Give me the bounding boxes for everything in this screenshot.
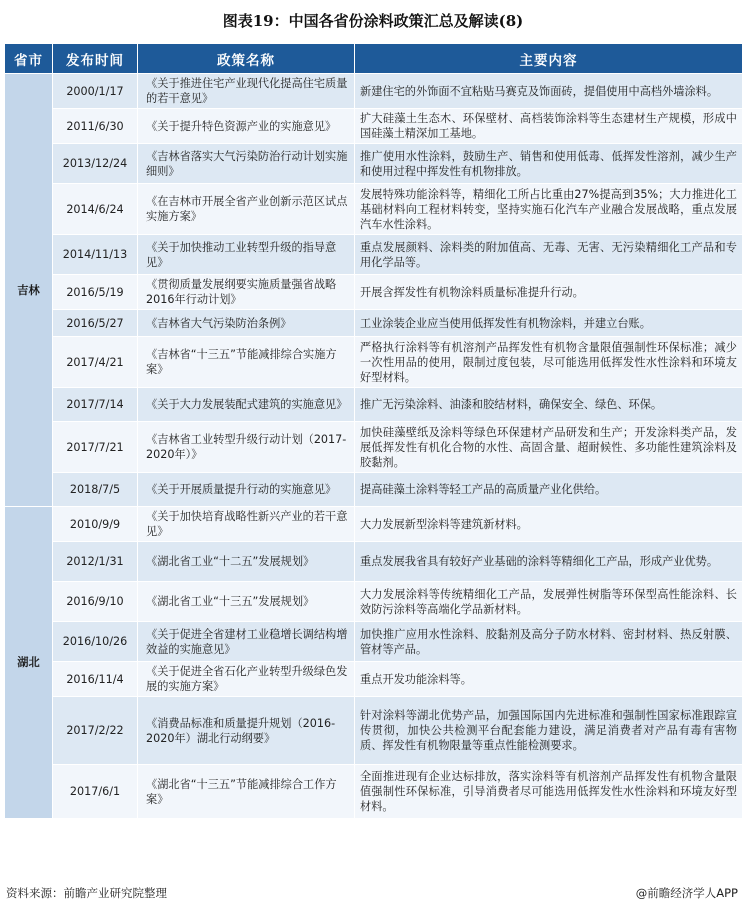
policy-name-cell: 《在吉林市开展全省产业创新示范区试点实施方案》 [138, 184, 355, 235]
date-cell: 2018/7/5 [53, 473, 138, 507]
table-row [5, 542, 743, 582]
date-cell: 2016/11/4 [53, 662, 138, 697]
table-row [5, 622, 743, 662]
date-cell: 2017/7/21 [53, 422, 138, 473]
date-cell: 2017/4/21 [53, 337, 138, 388]
content-cell: 推广无污染涂料、油漆和胶结材料，确保安全、绿色、环保。 [355, 388, 743, 422]
date-cell: 2017/6/1 [53, 765, 138, 819]
table-row [5, 184, 743, 235]
content-cell: 大力发展涂料等传统精细化工产品，发展弹性树脂等环保型高性能涂料、长效防污涂料等高端化学品新材料。 [355, 582, 743, 622]
date-cell: 2012/1/31 [53, 542, 138, 582]
policy-table [4, 43, 743, 819]
policy-name-cell: 《湖北省工业“十二五”发展规划》 [138, 542, 355, 582]
content-cell: 发展特殊功能涂料等，精细化工所占比重由27%提高到35%；大力推进化工基础材料向工程材料转变，坚持实施石化汽车产业融合发展战略，重点发展汽车水性涂料。 [355, 184, 743, 235]
table-header-row [5, 44, 743, 74]
policy-name-cell: 《贯彻质量发展纲要实施质量强省战略2016年行动计划》 [138, 275, 355, 310]
table-row [5, 310, 743, 337]
policy-name-cell: 《关于开展质量提升行动的实施意见》 [138, 473, 355, 507]
table-row [5, 275, 743, 310]
policy-name-cell: 《吉林省落实大气污染防治行动计划实施细则》 [138, 144, 355, 184]
policy-name-cell: 《湖北省“十三五”节能减排综合工作方案》 [138, 765, 355, 819]
date-cell: 2016/5/19 [53, 275, 138, 310]
chart-title: 图表19：中国各省份涂料政策汇总及解读(8) [222, 12, 524, 30]
date-cell: 2014/11/13 [53, 235, 138, 275]
content-cell: 重点发展我省具有较好产业基础的涂料等精细化工产品，形成产业优势。 [355, 542, 743, 582]
table-row [5, 388, 743, 422]
header-name: 政策名称 [138, 44, 355, 74]
content-cell: 新建住宅的外饰面不宜粘贴马赛克及饰面砖，提倡使用中高档外墙涂料。 [355, 74, 743, 109]
policy-name-cell: 《关于提升特色资源产业的实施意见》 [138, 109, 355, 144]
content-cell: 扩大硅藻土生态木、环保壁材、高档装饰涂料等生态建材生产规模，形成中国硅藻土精深加工基地。 [355, 109, 743, 144]
province-cell: 吉林 [5, 74, 53, 507]
table-row [5, 235, 743, 275]
table-row [5, 582, 743, 622]
table-row [5, 109, 743, 144]
table-body [5, 74, 743, 819]
policy-name-cell: 《关于推进住宅产业现代化提高住宅质量的若干意见》 [138, 74, 355, 109]
policy-name-cell: 《湖北省工业“十三五”发展规划》 [138, 582, 355, 622]
table-row [5, 144, 743, 184]
policy-name-cell: 《关于大力发展装配式建筑的实施意见》 [138, 388, 355, 422]
content-cell: 重点开发功能涂料等。 [355, 662, 743, 697]
brand-note: @前瞻经济学人APP [635, 886, 738, 900]
content-cell: 工业涂装企业应当使用低挥发性有机物涂料，并建立台账。 [355, 310, 743, 337]
content-cell: 大力发展新型涂料等建筑新材料。 [355, 507, 743, 542]
table-row [5, 74, 743, 109]
content-cell: 全面推进现有企业达标排放，落实涂料等有机溶剂产品挥发性有机物含量限值强制性环保标准，引导消费者尽可能选用低挥发性水性涂料和环境友好型材料。 [355, 765, 743, 819]
table-row [5, 422, 743, 473]
policy-name-cell: 《吉林省“十三五”节能减排综合实施方案》 [138, 337, 355, 388]
content-cell: 推广使用水性涂料，鼓励生产、销售和使用低毒、低挥发性溶剂，减少生产和使用过程中挥发性有机物排放。 [355, 144, 743, 184]
content-cell: 开展含挥发性有机物涂料质量标准提升行动。 [355, 275, 743, 310]
date-cell: 2016/10/26 [53, 622, 138, 662]
date-cell: 2014/6/24 [53, 184, 138, 235]
content-cell: 加快硅藻壁纸及涂料等绿色环保建材产品研发和生产；开发涂料类产品，发展低挥发性有机化合物的水性、高固含量、超耐候性、多功能性建筑涂料及胶黏剂。 [355, 422, 743, 473]
header-date: 发布时间 [53, 44, 138, 74]
content-cell: 针对涂料等湖北优势产品，加强国际国内先进标准和强制性国家标准跟踪宣传贯彻，加快公共检测平台配套能力建设，满足消费者对产品有毒有害物质、挥发性有机物限量等重点性能检测要求。 [355, 697, 743, 765]
policy-name-cell: 《关于加快推动工业转型升级的指导意见》 [138, 235, 355, 275]
table-row [5, 507, 743, 542]
source-note: 资料来源：前瞻产业研究院整理 [6, 886, 167, 900]
date-cell: 2016/5/27 [53, 310, 138, 337]
date-cell: 2000/1/17 [53, 74, 138, 109]
table-row [5, 337, 743, 388]
header-province: 省市 [5, 44, 53, 74]
table-row [5, 473, 743, 507]
table-row [5, 697, 743, 765]
date-cell: 2010/9/9 [53, 507, 138, 542]
content-cell: 重点发展颜料、涂料类的附加值高、无毒、无害、无污染精细化工产品和专用化学品等。 [355, 235, 743, 275]
content-cell: 加快推广应用水性涂料、胶黏剂及高分子防水材料、密封材料、热反射膜、管材等产品。 [355, 622, 743, 662]
policy-name-cell: 《关于促进全省石化产业转型升级绿色发展的实施方案》 [138, 662, 355, 697]
date-cell: 2011/6/30 [53, 109, 138, 144]
policy-name-cell: 《消费品标准和质量提升规划（2016-2020年）湖北行动纲要》 [138, 697, 355, 765]
date-cell: 2017/7/14 [53, 388, 138, 422]
policy-name-cell: 《关于加快培育战略性新兴产业的若干意见》 [138, 507, 355, 542]
table-row [5, 765, 743, 819]
date-cell: 2013/12/24 [53, 144, 138, 184]
policy-name-cell: 《吉林省大气污染防治条例》 [138, 310, 355, 337]
date-cell: 2016/9/10 [53, 582, 138, 622]
date-cell: 2017/2/22 [53, 697, 138, 765]
content-cell: 严格执行涂料等有机溶剂产品挥发性有机物含量限值强制性环保标准；减少一次性用品的使用，限制过度包装，尽可能选用低挥发性水性涂料和环境友好型材料。 [355, 337, 743, 388]
province-cell: 湖北 [5, 507, 53, 819]
content-cell: 提高硅藻土涂料等轻工产品的高质量产业化供给。 [355, 473, 743, 507]
header-content: 主要内容 [355, 44, 743, 74]
policy-name-cell: 《关于促进全省建材工业稳增长调结构增效益的实施意见》 [138, 622, 355, 662]
policy-name-cell: 《吉林省工业转型升级行动计划（2017-2020年）》 [138, 422, 355, 473]
table-row [5, 662, 743, 697]
